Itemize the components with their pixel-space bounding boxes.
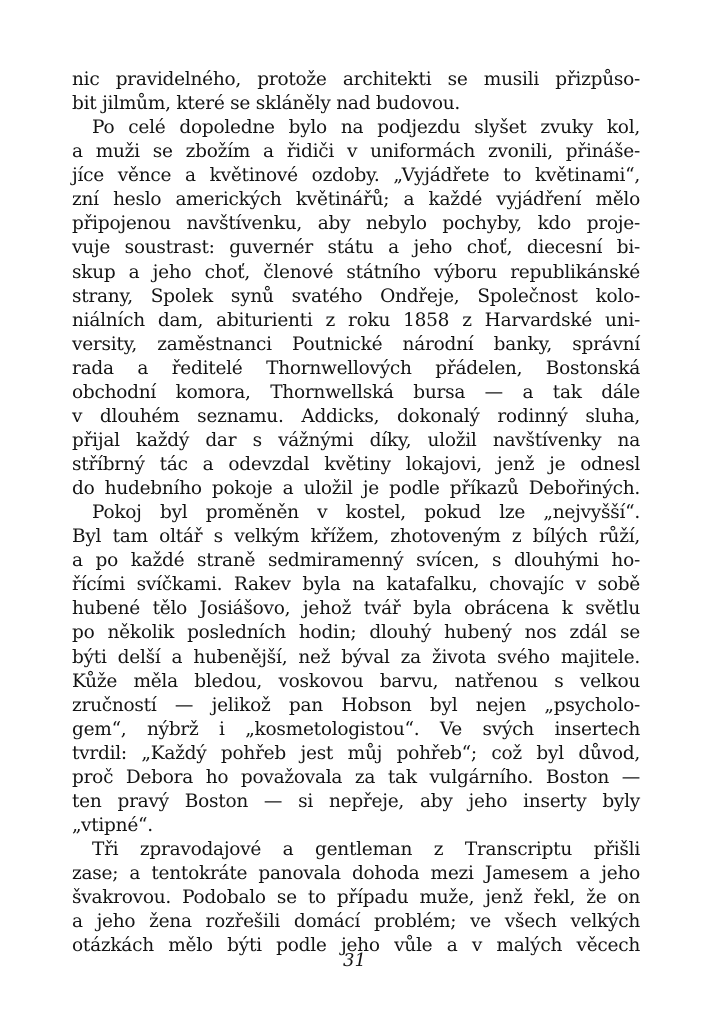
text-line: jíce věnce a květinové ozdoby. „Vyjádřete to květinami“, [72,165,640,187]
text-line: obchodní komora, Thornwellská bursa — a tak dále [72,381,640,403]
text-line: a muži se zbožím a řidiči v uniformách zvonili, přináše- [72,141,640,163]
text-line: řícími svíčkami. Rakev byla na katafalku, chovajíc v sobě [72,574,640,596]
text-line: niálních dam, abiturienti z roku 1858 z Harvardské uni- [72,309,640,331]
text-line: skup a jeho choť, členové státního výboru republikánské [72,261,640,283]
text-line: zase; a tentokráte panovala dohoda mezi Jamesem a jeho [72,863,640,885]
paragraph-start-line: Pokoj byl proměněn v kostel, pokud lze „nejvyšší“. [92,502,640,524]
paragraph-start-line: Tři zpravodajové a gentleman z Transcriptu přišli [92,839,640,860]
text-line: nic pravidelného, protože architekti se musili přizpůso- [72,69,640,90]
paragraph-start-line: Po celé dopoledne bylo na podjezdu slyšet zvuky kol, [92,117,640,139]
text-line: zručností — jelikož pan Hobson byl nejen „psycholo- [72,694,640,716]
text-line: a jeho žena rozřešili domácí problém; ve všech velkých [72,911,640,933]
text-line: proč Debora ho považovala za tak vulgárního. Boston — [72,766,640,788]
text-line: v dlouhém seznamu. Addicks, dokonalý rodinný sluha, [72,405,640,427]
text-line: gem“, nýbrž i „kosmetologistou“. Ve svých insertech [72,718,640,740]
text-line: zní heslo amerických květinářů; a každé vyjádření mělo [72,189,640,211]
text-line: versity, zaměstnanci Poutnické národní banky, správní [72,333,640,355]
text-line: rada a ředitelé Thornwellových přádelen, Bostonská [72,357,640,379]
text-line: býti delší a hubenější, než býval za života svého majitele. [72,646,640,668]
text-line: stříbrný tác a odevzdal květiny lokajovi, jenž je odnesl [72,454,640,475]
page-number: 31 [343,950,366,971]
text-line: vuje soustrast: guvernér státu a jeho choť, diecesní bi- [72,237,640,259]
text-line: a po každé straně sedmiramenný svícen, s dlouhými ho- [72,550,640,572]
text-line: po několik posledních hodin; dlouhý hubený nos zdál se [72,622,640,644]
text-line: přijal každý dar s vážnými díky, uložil navštívenky na [72,429,640,451]
text-line: do hudebního pokoje a uložil je podle příkazů Debořiných. [72,478,640,500]
body-text [72,68,640,958]
text-line: připojenou navštívenku, aby nebylo pochyby, kdo proje- [72,213,640,235]
text-line: Kůže měla bledou, voskovou barvu, natřenou s velkou [72,670,640,692]
text-line: „vtipné“. [72,814,153,836]
text-line: ten pravý Boston — si nepřeje, aby jeho inserty byly [72,790,640,812]
text-line: švakrovou. Podobalo se to případu muže, jenž řekl, že on [72,887,640,909]
text-line: tvrdil: „Každý pohřeb jest můj pohřeb“; což byl důvod, [72,742,640,764]
text-line: Byl tam oltář s velkým křížem, zhotoveným z bílých růží, [72,526,640,548]
text-line: strany, Spolek synů svatého Ondřeje, Společnost kolo- [72,285,640,307]
text-line: otázkách mělo býti podle jeho vůle a v malých věcech [72,935,640,957]
text-line: bit jilmům, které se skláněly nad budovou. [72,93,461,115]
text-line: hubené tělo Josiášovo, jehož tvář byla obrácena k světlu [72,598,640,620]
